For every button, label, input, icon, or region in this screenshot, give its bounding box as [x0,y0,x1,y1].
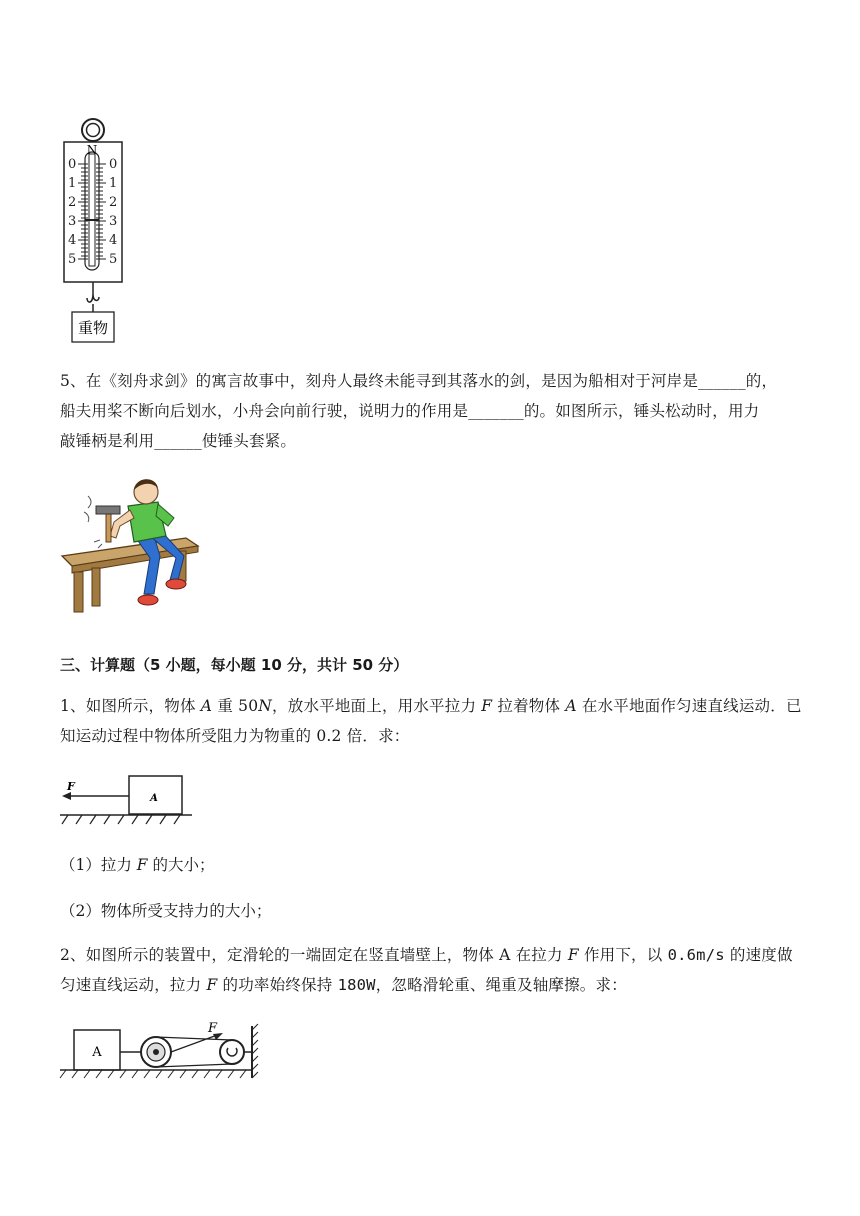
scale-right-tick: 4 [109,233,118,248]
calc-1-text: 重 50 [212,697,259,715]
calc-1-text: 在水平地面作匀速直线运动．已 [576,697,802,715]
scale-right-tick: 5 [109,252,118,267]
scale-right-tick: 1 [109,176,118,191]
question-5-line-1: 5、在《刻舟求剑》的寓言故事中，刻舟人最终未能寻到其落水的剑，是因为船相对于河岸是______的， [60,372,778,390]
calc-1-sub-1 [60,853,215,875]
calc-2-text: 匀速直线运动，拉力 [60,976,207,994]
scale-right-tick: 3 [109,214,118,229]
calc-1-sub-text: （1）拉力 [60,856,137,874]
calc-2-value: 180W [337,976,376,994]
scale-unit-label: N [86,143,98,157]
calc-2-line-2 [60,970,627,1000]
weight-label: 重物 [77,319,109,337]
scale-left-tick: 3 [68,214,77,229]
calc-2-var: F [206,976,218,994]
hammer-boy-drawing [58,476,203,616]
calc-2-value: 0.6m/s [667,946,725,964]
spring-scale-drawing [58,112,138,348]
scale-right-tick: 2 [109,195,118,210]
scale-right-tick: 0 [109,157,118,172]
calc-2-box-label: A [92,1045,102,1060]
scale-left-tick: 5 [68,252,77,267]
calc-1-force-label: F [67,780,75,793]
scale-left-tick: 4 [68,233,77,248]
calc-1-unit: N [258,697,273,715]
calc-1-line-1 [60,691,802,721]
calc-1-text: ，放水平地面上，用水平拉力 [272,697,482,715]
calc-1-line-2: 知运动过程中物体所受阻力为物重的 0.2 倍．求： [60,727,410,745]
scale-left-tick: 2 [68,195,77,210]
calc-1-sub-var: F [136,856,148,874]
calc-1-text: 1、如图所示，物体 [60,697,201,715]
question-5-line-3: 敲锤柄是利用______使锤头套紧。 [60,432,297,450]
section-3-heading: 三、计算题（5 小题，每小题 10 分，共计 50 分） [60,656,409,674]
calc-1-var: A [565,697,577,715]
scale-left-tick: 1 [68,176,77,191]
calc-1-box-label: A [150,793,158,804]
calc-2-drawing [58,1022,268,1082]
calc-2-text: 2、如图所示的装置中，定滑轮的一端固定在竖直墙壁上，物体 A 在拉力 [60,946,568,964]
scale-left-tick: 0 [68,157,77,172]
calc-2-var: F [567,946,579,964]
calc-2-text: 作用下，以 [578,946,668,964]
calc-1-var: F [481,697,493,715]
calc-1-figure [58,770,198,830]
calc-2-force-label: F [208,1022,218,1036]
calc-1-sub-text: 的大小； [147,856,215,874]
calc-1-sub-2: （2）物体所受支持力的大小； [60,902,272,920]
calc-2-text: ，忽略滑轮重、绳重及轴摩擦。求： [375,976,627,994]
question-5-line-2: 船夫用桨不断向后划水，小舟会向前行驶，说明力的作用是_______的。如图所示，锤头松动时，用力 [60,402,760,420]
calc-2-figure [58,1022,268,1082]
calc-2-text: 的功率始终保持 [217,976,338,994]
calc-1-drawing [58,770,198,830]
calc-2-text: 的速度做 [724,946,793,964]
calc-1-text: 拉着物体 [492,697,566,715]
calc-2-line-1 [60,940,793,970]
spring-scale-figure [58,112,138,348]
hammer-boy-illustration [58,476,203,616]
calc-1-var: A [200,697,213,715]
